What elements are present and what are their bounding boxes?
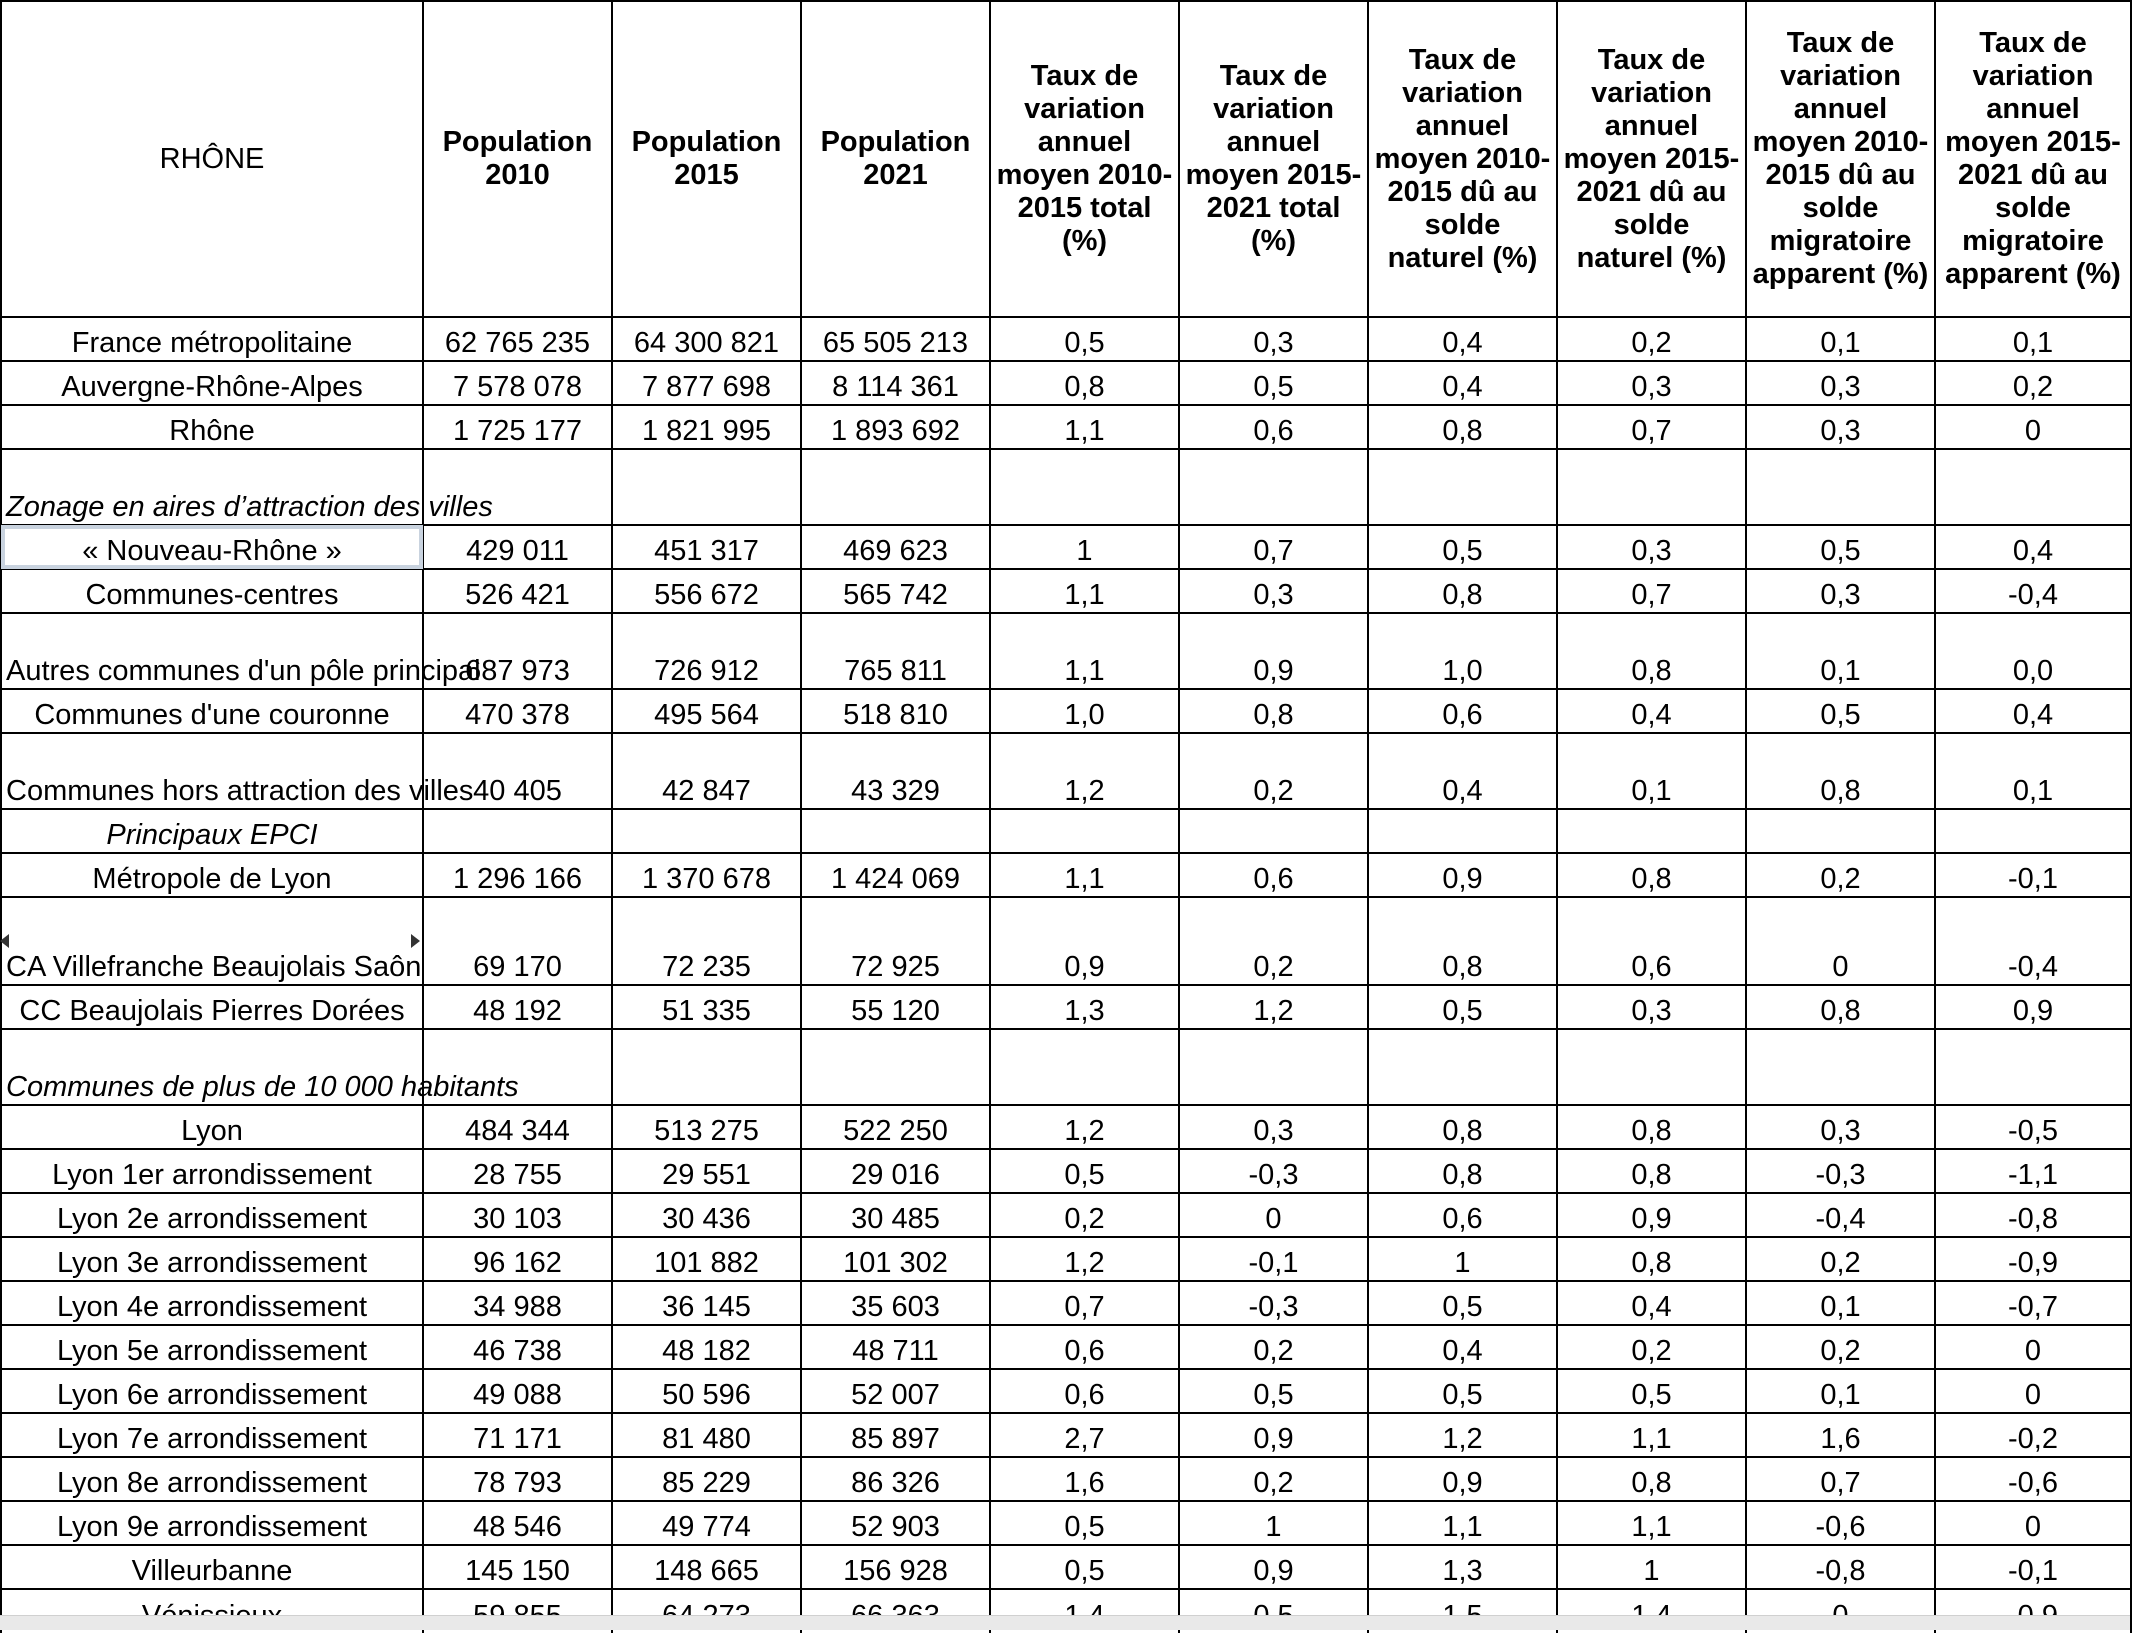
value-cell[interactable]: 55 120: [801, 985, 990, 1029]
header-cell[interactable]: Taux de variation annuel moyen 2010-2015 total (%): [990, 1, 1179, 317]
value-cell[interactable]: 0,2: [1179, 1457, 1368, 1501]
empty-cell[interactable]: [1368, 1029, 1557, 1105]
value-cell[interactable]: -0,6: [1935, 1457, 2131, 1501]
section-row: [1, 1029, 2131, 1105]
value-cell[interactable]: 451 317: [612, 525, 801, 569]
empty-cell[interactable]: [990, 809, 1179, 853]
value-cell[interactable]: 0,7: [1557, 569, 1746, 613]
cell-overflow-right-marker: [411, 934, 420, 948]
value-cell[interactable]: 0,2: [1557, 317, 1746, 361]
table-row: [1, 361, 2131, 405]
value-cell[interactable]: 85 229: [612, 1457, 801, 1501]
value-cell[interactable]: 40 405: [423, 733, 612, 809]
value-cell[interactable]: 49 088: [423, 1369, 612, 1413]
value-cell[interactable]: 69 170: [423, 897, 612, 985]
value-cell[interactable]: 0,6: [1179, 405, 1368, 449]
empty-cell[interactable]: [1179, 809, 1368, 853]
empty-cell[interactable]: [1935, 449, 2131, 525]
empty-cell[interactable]: [1557, 449, 1746, 525]
value-cell[interactable]: 43 329: [801, 733, 990, 809]
value-cell[interactable]: -0,1: [1935, 1545, 2131, 1589]
value-cell[interactable]: 30 485: [801, 1193, 990, 1237]
value-cell[interactable]: 1,1: [990, 405, 1179, 449]
value-cell[interactable]: 1: [1557, 1545, 1746, 1589]
value-cell[interactable]: 101 882: [612, 1237, 801, 1281]
value-cell[interactable]: 49 774: [612, 1501, 801, 1545]
value-cell[interactable]: 0,5: [1746, 525, 1935, 569]
value-cell[interactable]: 1,1: [990, 613, 1179, 689]
value-cell[interactable]: -0,4: [1935, 569, 2131, 613]
value-cell[interactable]: 0,3: [1179, 1105, 1368, 1149]
value-cell[interactable]: 52 903: [801, 1501, 990, 1545]
table-row: [1, 569, 2131, 613]
value-cell[interactable]: -0,9: [1935, 1237, 2131, 1281]
value-cell[interactable]: 0,5: [1557, 1369, 1746, 1413]
value-cell[interactable]: 0,2: [1557, 1325, 1746, 1369]
value-cell[interactable]: 64 300 821: [612, 317, 801, 361]
table-row: [1, 1149, 2131, 1193]
value-cell[interactable]: 0,2: [1746, 1325, 1935, 1369]
empty-cell[interactable]: [990, 449, 1179, 525]
value-cell[interactable]: 1 296 166: [423, 853, 612, 897]
empty-cell[interactable]: [1557, 1029, 1746, 1105]
value-cell[interactable]: 1,1: [1368, 1501, 1557, 1545]
value-cell[interactable]: 1,2: [990, 733, 1179, 809]
value-cell[interactable]: 0,5: [1179, 361, 1368, 405]
value-cell[interactable]: 1,2: [990, 1237, 1179, 1281]
value-cell[interactable]: 36 145: [612, 1281, 801, 1325]
value-cell[interactable]: 148 665: [612, 1545, 801, 1589]
value-cell[interactable]: 0,9: [1179, 613, 1368, 689]
row-label-cell[interactable]: « Nouveau-Rhône »: [1, 525, 423, 569]
value-cell[interactable]: 30 103: [423, 1193, 612, 1237]
value-cell[interactable]: -0,8: [1746, 1545, 1935, 1589]
value-cell[interactable]: 1,3: [1368, 1545, 1557, 1589]
empty-cell[interactable]: [990, 1029, 1179, 1105]
value-cell[interactable]: 0,1: [1746, 1369, 1935, 1413]
value-cell[interactable]: 0,9: [1557, 1193, 1746, 1237]
value-cell[interactable]: 1,2: [1368, 1413, 1557, 1457]
value-cell[interactable]: 0,2: [1746, 853, 1935, 897]
row-label-cell[interactable]: Auvergne-Rhône-Alpes: [1, 361, 423, 405]
row-label-cell[interactable]: Lyon 5e arrondissement: [1, 1325, 423, 1369]
value-cell[interactable]: 0,2: [1179, 897, 1368, 985]
value-cell[interactable]: 0,8: [1368, 405, 1557, 449]
value-cell[interactable]: -0,8: [1935, 1193, 2131, 1237]
table-row: [1, 1413, 2131, 1457]
value-cell[interactable]: 42 847: [612, 733, 801, 809]
value-cell[interactable]: 0,8: [1368, 897, 1557, 985]
header-cell[interactable]: Taux de variation annuel moyen 2015-2021 dû au solde migratoire apparent (%): [1935, 1, 2131, 317]
value-cell[interactable]: 0,4: [1368, 1325, 1557, 1369]
value-cell[interactable]: -0,4: [1935, 897, 2131, 985]
value-cell[interactable]: 0,5: [1368, 985, 1557, 1029]
value-cell[interactable]: 0,7: [990, 1281, 1179, 1325]
value-cell[interactable]: 0,3: [1179, 317, 1368, 361]
value-cell[interactable]: 7 877 698: [612, 361, 801, 405]
value-cell[interactable]: 0,9: [1179, 1545, 1368, 1589]
value-cell[interactable]: 7 578 078: [423, 361, 612, 405]
empty-cell[interactable]: [1179, 449, 1368, 525]
value-cell[interactable]: -0,4: [1746, 1193, 1935, 1237]
value-cell[interactable]: 0,8: [1368, 1149, 1557, 1193]
section-row: [1, 449, 2131, 525]
table-row: [1, 1105, 2131, 1149]
value-cell[interactable]: 1 893 692: [801, 405, 990, 449]
value-cell[interactable]: 156 928: [801, 1545, 990, 1589]
empty-cell[interactable]: [1368, 809, 1557, 853]
table-row: [1, 1193, 2131, 1237]
value-cell[interactable]: 35 603: [801, 1281, 990, 1325]
value-cell[interactable]: 0,3: [1746, 569, 1935, 613]
value-cell[interactable]: 726 912: [612, 613, 801, 689]
value-cell[interactable]: 0: [1746, 897, 1935, 985]
value-cell[interactable]: 0,6: [1179, 853, 1368, 897]
value-cell[interactable]: 0,5: [990, 317, 1179, 361]
value-cell[interactable]: 1,0: [990, 689, 1179, 733]
value-cell[interactable]: 0,7: [1179, 525, 1368, 569]
value-cell[interactable]: 0,4: [1368, 361, 1557, 405]
row-label-cell[interactable]: CA Villefranche Beaujolais Saôn: [1, 897, 423, 985]
value-cell[interactable]: 0,3: [1746, 1105, 1935, 1149]
value-cell[interactable]: 0,1: [1746, 1281, 1935, 1325]
row-label-cell[interactable]: Métropole de Lyon: [1, 853, 423, 897]
empty-cell[interactable]: [801, 449, 990, 525]
value-cell[interactable]: 0,7: [1557, 405, 1746, 449]
empty-cell[interactable]: [1746, 1029, 1935, 1105]
value-cell[interactable]: 1,3: [990, 985, 1179, 1029]
row-label-cell[interactable]: CC Beaujolais Pierres Dorées: [1, 985, 423, 1029]
row-label-cell[interactable]: Lyon 1er arrondissement: [1, 1149, 423, 1193]
empty-cell[interactable]: [612, 1029, 801, 1105]
table-row: [1, 405, 2131, 449]
value-cell[interactable]: 101 302: [801, 1237, 990, 1281]
value-cell[interactable]: 1 821 995: [612, 405, 801, 449]
value-cell[interactable]: 0: [1935, 1369, 2131, 1413]
table-row: [1, 1237, 2131, 1281]
value-cell[interactable]: 0,9: [1935, 985, 2131, 1029]
section-header-cell[interactable]: Principaux EPCI: [1, 809, 423, 853]
row-label-cell[interactable]: Communes hors attraction des villes: [1, 733, 423, 809]
value-cell[interactable]: 0,8: [1557, 1457, 1746, 1501]
value-cell[interactable]: 48 182: [612, 1325, 801, 1369]
value-cell[interactable]: 0: [1935, 1501, 2131, 1545]
row-label-cell[interactable]: Lyon 8e arrondissement: [1, 1457, 423, 1501]
value-cell[interactable]: 1,1: [1557, 1501, 1746, 1545]
value-cell[interactable]: -0,3: [1179, 1281, 1368, 1325]
header-cell[interactable]: Taux de variation annuel moyen 2010-2015 dû au solde naturel (%): [1368, 1, 1557, 317]
value-cell[interactable]: 50 596: [612, 1369, 801, 1413]
value-cell[interactable]: 30 436: [612, 1193, 801, 1237]
value-cell[interactable]: 0,5: [990, 1501, 1179, 1545]
value-cell[interactable]: 0,5: [1368, 525, 1557, 569]
value-cell[interactable]: -0,5: [1935, 1105, 2131, 1149]
value-cell[interactable]: 48 192: [423, 985, 612, 1029]
table-row: [1, 1369, 2131, 1413]
table-row: [1, 317, 2131, 361]
value-cell[interactable]: 470 378: [423, 689, 612, 733]
value-cell[interactable]: 0,6: [1557, 897, 1746, 985]
value-cell[interactable]: 1,6: [990, 1457, 1179, 1501]
section-header-cell[interactable]: Communes de plus de 10 000 habitants: [1, 1029, 423, 1105]
value-cell[interactable]: 1: [990, 525, 1179, 569]
empty-cell[interactable]: [801, 1029, 990, 1105]
horizontal-scrollbar[interactable]: [0, 1615, 2130, 1630]
empty-cell[interactable]: [612, 809, 801, 853]
empty-cell[interactable]: [1368, 449, 1557, 525]
value-cell[interactable]: 0,5: [1368, 1369, 1557, 1413]
value-cell[interactable]: 0,8: [1368, 1105, 1557, 1149]
value-cell[interactable]: 0,3: [1557, 525, 1746, 569]
value-cell[interactable]: 0: [1935, 405, 2131, 449]
value-cell[interactable]: 0,8: [1557, 853, 1746, 897]
empty-cell[interactable]: [1935, 809, 2131, 853]
value-cell[interactable]: 0,1: [1935, 733, 2131, 809]
header-cell[interactable]: Population 2015: [612, 1, 801, 317]
value-cell[interactable]: 1 370 678: [612, 853, 801, 897]
value-cell[interactable]: 1 725 177: [423, 405, 612, 449]
header-cell[interactable]: Population 2021: [801, 1, 990, 317]
row-label-cell[interactable]: Lyon 2e arrondissement: [1, 1193, 423, 1237]
header-cell[interactable]: Taux de variation annuel moyen 2015-2021 dû au solde naturel (%): [1557, 1, 1746, 317]
value-cell[interactable]: 0,4: [1557, 689, 1746, 733]
value-cell[interactable]: -0,3: [1179, 1149, 1368, 1193]
value-cell[interactable]: 556 672: [612, 569, 801, 613]
value-cell[interactable]: 96 162: [423, 1237, 612, 1281]
value-cell[interactable]: 29 551: [612, 1149, 801, 1193]
value-cell[interactable]: 0,8: [1557, 1105, 1746, 1149]
empty-cell[interactable]: [1557, 809, 1746, 853]
row-label-cell[interactable]: Autres communes d'un pôle principal: [1, 613, 423, 689]
table-row: [1, 1457, 2131, 1501]
header-cell[interactable]: Population 2010: [423, 1, 612, 317]
table-row: [1, 985, 2131, 1029]
value-cell[interactable]: 687 973: [423, 613, 612, 689]
value-cell[interactable]: 0,9: [1368, 1457, 1557, 1501]
header-cell-corner[interactable]: RHÔNE: [1, 1, 423, 317]
table-row: [1, 1501, 2131, 1545]
value-cell[interactable]: 62 765 235: [423, 317, 612, 361]
value-cell[interactable]: 522 250: [801, 1105, 990, 1149]
table-row: [1, 525, 2131, 569]
value-cell[interactable]: -1,1: [1935, 1149, 2131, 1193]
value-cell[interactable]: 78 793: [423, 1457, 612, 1501]
value-cell[interactable]: 1: [1179, 1501, 1368, 1545]
value-cell[interactable]: 0,3: [1557, 361, 1746, 405]
value-cell[interactable]: 0,2: [990, 1193, 1179, 1237]
row-label-cell[interactable]: Communes-centres: [1, 569, 423, 613]
value-cell[interactable]: 29 016: [801, 1149, 990, 1193]
value-cell[interactable]: 72 235: [612, 897, 801, 985]
value-cell[interactable]: 52 007: [801, 1369, 990, 1413]
value-cell[interactable]: 1,6: [1746, 1413, 1935, 1457]
value-cell[interactable]: 0,1: [1557, 733, 1746, 809]
value-cell[interactable]: 518 810: [801, 689, 990, 733]
value-cell[interactable]: 0,5: [1179, 1369, 1368, 1413]
row-label-cell[interactable]: Lyon 3e arrondissement: [1, 1237, 423, 1281]
table-row: [1, 613, 2131, 689]
value-cell[interactable]: 0,8: [1179, 689, 1368, 733]
value-cell[interactable]: 0,3: [1746, 405, 1935, 449]
value-cell[interactable]: 765 811: [801, 613, 990, 689]
value-cell[interactable]: 0,8: [1557, 1149, 1746, 1193]
value-cell[interactable]: -0,2: [1935, 1413, 2131, 1457]
value-cell[interactable]: 72 925: [801, 897, 990, 985]
value-cell[interactable]: 48 546: [423, 1501, 612, 1545]
value-cell[interactable]: 1,2: [1179, 985, 1368, 1029]
value-cell[interactable]: -0,3: [1746, 1149, 1935, 1193]
value-cell[interactable]: 0,2: [1935, 361, 2131, 405]
value-cell[interactable]: 495 564: [612, 689, 801, 733]
row-label-cell[interactable]: Lyon 4e arrondissement: [1, 1281, 423, 1325]
value-cell[interactable]: 0,8: [990, 361, 1179, 405]
value-cell[interactable]: 28 755: [423, 1149, 612, 1193]
value-cell[interactable]: 0,4: [1557, 1281, 1746, 1325]
empty-cell[interactable]: [1746, 449, 1935, 525]
value-cell[interactable]: 565 742: [801, 569, 990, 613]
table-row: [1, 1545, 2131, 1589]
value-cell[interactable]: 0,4: [1368, 317, 1557, 361]
value-cell[interactable]: 0,5: [990, 1545, 1179, 1589]
row-label-cell[interactable]: Lyon 7e arrondissement: [1, 1413, 423, 1457]
empty-cell[interactable]: [1935, 1029, 2131, 1105]
value-cell[interactable]: 0,3: [1746, 361, 1935, 405]
value-cell[interactable]: 0,2: [1179, 1325, 1368, 1369]
value-cell[interactable]: 0,1: [1935, 317, 2131, 361]
empty-cell[interactable]: [801, 809, 990, 853]
row-label-cell[interactable]: Rhône: [1, 405, 423, 449]
value-cell[interactable]: 0,5: [1746, 689, 1935, 733]
table-row: [1, 1281, 2131, 1325]
value-cell[interactable]: 0,7: [1746, 1457, 1935, 1501]
value-cell[interactable]: 1,1: [1557, 1413, 1746, 1457]
value-cell[interactable]: 48 711: [801, 1325, 990, 1369]
value-cell[interactable]: 65 505 213: [801, 317, 990, 361]
section-row: [1, 809, 2131, 853]
value-cell[interactable]: 0,6: [990, 1369, 1179, 1413]
value-cell[interactable]: 0,2: [1746, 1237, 1935, 1281]
row-label-cell[interactable]: Villeurbanne: [1, 1545, 423, 1589]
table-row: [1, 733, 2131, 809]
row-label-cell[interactable]: Lyon 6e arrondissement: [1, 1369, 423, 1413]
value-cell[interactable]: 0,9: [1368, 853, 1557, 897]
value-cell[interactable]: 0,3: [1557, 985, 1746, 1029]
value-cell[interactable]: 46 738: [423, 1325, 612, 1369]
value-cell[interactable]: 1,0: [1368, 613, 1557, 689]
value-cell[interactable]: 0,9: [1179, 1413, 1368, 1457]
cell-overflow-left-marker: [0, 934, 9, 948]
empty-cell[interactable]: [612, 449, 801, 525]
value-cell[interactable]: 0,8: [1557, 613, 1746, 689]
value-cell[interactable]: 469 623: [801, 525, 990, 569]
value-cell[interactable]: 86 326: [801, 1457, 990, 1501]
empty-cell[interactable]: [1179, 1029, 1368, 1105]
value-cell[interactable]: 34 988: [423, 1281, 612, 1325]
value-cell[interactable]: 526 421: [423, 569, 612, 613]
value-cell[interactable]: 0,6: [1368, 1193, 1557, 1237]
value-cell[interactable]: 0,9: [990, 897, 1179, 985]
value-cell[interactable]: 0,4: [1935, 525, 2131, 569]
value-cell[interactable]: 0,8: [1557, 1237, 1746, 1281]
value-cell[interactable]: 0,5: [1368, 1281, 1557, 1325]
empty-cell[interactable]: [1746, 809, 1935, 853]
table-row: [1, 689, 2131, 733]
header-cell[interactable]: Taux de variation annuel moyen 2015-2021 total (%): [1179, 1, 1368, 317]
value-cell[interactable]: -0,1: [1935, 853, 2131, 897]
value-cell[interactable]: 0,2: [1179, 733, 1368, 809]
value-cell[interactable]: 0,6: [1368, 689, 1557, 733]
table-row: [1, 1325, 2131, 1369]
value-cell[interactable]: 81 480: [612, 1413, 801, 1457]
empty-cell[interactable]: [423, 809, 612, 853]
value-cell[interactable]: -0,6: [1746, 1501, 1935, 1545]
row-label-cell[interactable]: Communes d'une couronne: [1, 689, 423, 733]
value-cell[interactable]: 0,4: [1935, 689, 2131, 733]
section-header-cell[interactable]: Zonage en aires d’attraction des villes: [1, 449, 423, 525]
value-cell[interactable]: 0,8: [1746, 733, 1935, 809]
value-cell[interactable]: 0,1: [1746, 613, 1935, 689]
row-label-cell[interactable]: Lyon: [1, 1105, 423, 1149]
value-cell[interactable]: 0,1: [1746, 317, 1935, 361]
value-cell[interactable]: 0,6: [990, 1325, 1179, 1369]
table-row: [1, 897, 2131, 985]
value-cell[interactable]: 0,3: [1179, 569, 1368, 613]
value-cell[interactable]: 8 114 361: [801, 361, 990, 405]
value-cell[interactable]: 0: [1179, 1193, 1368, 1237]
value-cell[interactable]: 85 897: [801, 1413, 990, 1457]
value-cell[interactable]: 0,5: [990, 1149, 1179, 1193]
value-cell[interactable]: 0,0: [1935, 613, 2131, 689]
value-cell[interactable]: 513 275: [612, 1105, 801, 1149]
value-cell[interactable]: 0,4: [1368, 733, 1557, 809]
value-cell[interactable]: 1,1: [990, 569, 1179, 613]
row-label-cell[interactable]: Lyon 9e arrondissement: [1, 1501, 423, 1545]
table-row: [1, 853, 2131, 897]
value-cell[interactable]: 1 424 069: [801, 853, 990, 897]
value-cell[interactable]: 1: [1368, 1237, 1557, 1281]
value-cell[interactable]: 1,2: [990, 1105, 1179, 1149]
value-cell[interactable]: 2,7: [990, 1413, 1179, 1457]
value-cell[interactable]: 0: [1935, 1325, 2131, 1369]
value-cell[interactable]: -0,7: [1935, 1281, 2131, 1325]
value-cell[interactable]: 0,8: [1746, 985, 1935, 1029]
header-cell[interactable]: Taux de variation annuel moyen 2010-2015 dû au solde migratoire apparent (%): [1746, 1, 1935, 317]
value-cell[interactable]: 429 011: [423, 525, 612, 569]
value-cell[interactable]: 145 150: [423, 1545, 612, 1589]
row-label-cell[interactable]: France métropolitaine: [1, 317, 423, 361]
value-cell[interactable]: 1,1: [990, 853, 1179, 897]
value-cell[interactable]: 51 335: [612, 985, 801, 1029]
value-cell[interactable]: -0,1: [1179, 1237, 1368, 1281]
value-cell[interactable]: 71 171: [423, 1413, 612, 1457]
header-row: [1, 1, 2131, 317]
value-cell[interactable]: 484 344: [423, 1105, 612, 1149]
value-cell[interactable]: 0,8: [1368, 569, 1557, 613]
